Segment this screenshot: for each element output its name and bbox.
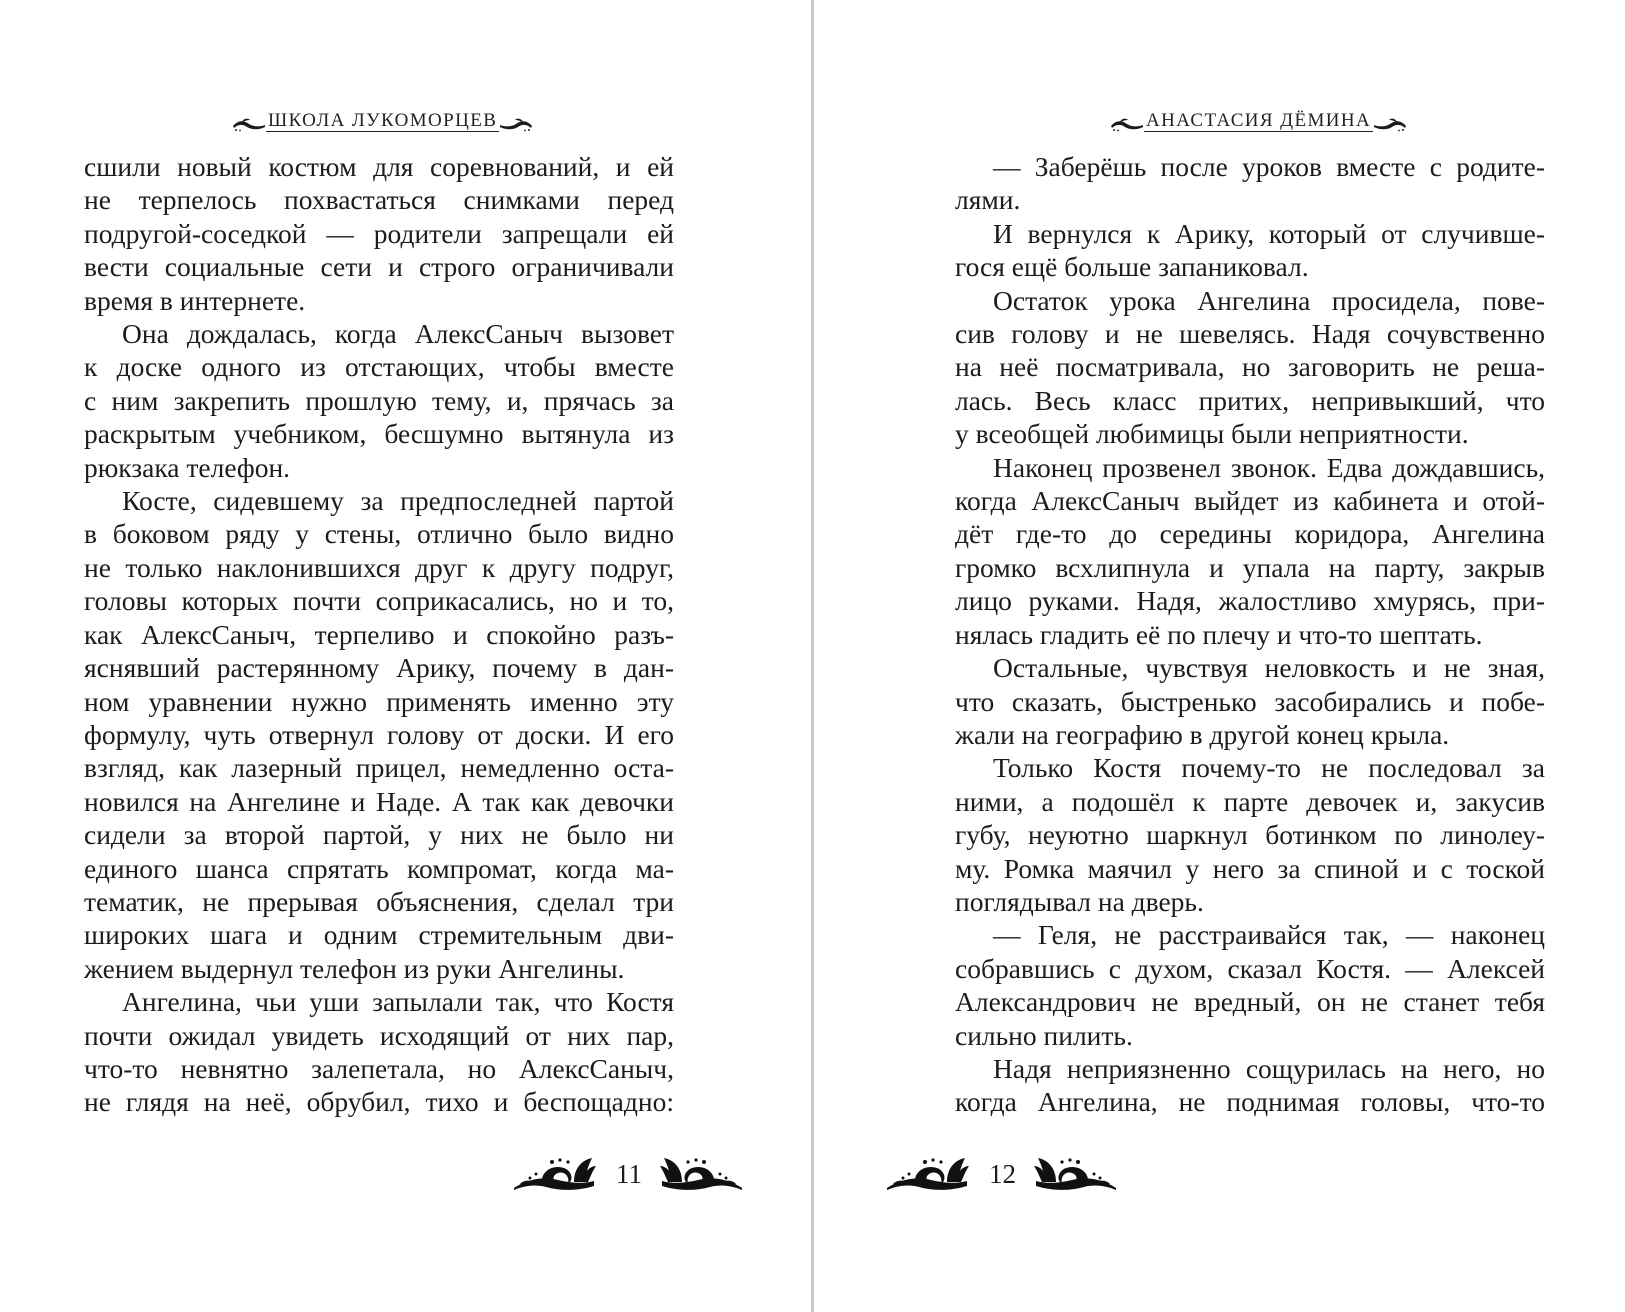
text-line: что-то невнятно залепетала, но АлексСаныч, [84,1052,674,1084]
text-line: — Геля, не расстраивайся так, — наконец [993,919,1545,951]
text-line: раскрытым учебником, бесшумно вытянула из [84,418,674,450]
text-line: не терпелось похвастаться снимками перед [84,184,674,216]
text-line: ними, а подошёл к парте девочек и, закусив [955,785,1545,817]
text-line: широких шага и одним стремительным дви- [84,919,674,951]
text-line: Только Костя почему-то не последовал за [993,752,1545,784]
text-line: в боковом ряду у стены, отлично было видно [84,518,674,550]
text-line: почти ожидал увидеть исходящий от них пар, [84,1019,674,1051]
text-line: сильно пилить. [955,1019,1133,1051]
text-line: на неё посматривала, но заговорить не реша- [955,351,1545,383]
text-line: когда Ангелина, не поднимая головы, что-то [955,1086,1545,1118]
text-line: что сказать, быстренько засобирались и побе- [955,685,1545,717]
text-line: новился на Ангелине и Наде. А так как девочки [84,785,674,817]
page-number: 12 [989,1159,1016,1189]
text-line: собравшись с духом, сказал Костя. — Алексей [955,952,1545,984]
text-line: губу, неуютно шаркнул ботинком по линолеу- [955,819,1545,851]
page-right [814,0,1625,1312]
text-line: ном уравнении нужно применять именно эту [84,685,674,717]
khokhloma-floral-icon [1034,1154,1118,1194]
text-line: подругой-соседкой — родители запрещали ей [84,217,674,249]
page-left [0,0,811,1312]
text-line: Ангелина, чьи уши запылали так, что Костя [122,986,674,1018]
text-line: взгляд, как лазерный прицел, немедленно оста- [84,752,674,784]
text-line: Остальные, чувствуя неловкость и не зная, [993,652,1545,684]
text-line: жением выдернул телефон из руки Ангелины. [84,952,625,984]
text-line: му. Ромка маячил у него за спиной и с тоской [955,852,1545,884]
khokhloma-floral-icon [660,1154,744,1194]
text-line: яснявший растерянному Арику, почему в дан- [84,652,674,684]
text-line: сидели за второй партой, у них не было ни [84,819,674,851]
text-line: нялась гладить её по плечу и что-то шептать. [955,618,1483,650]
leaf-flourish-icon [1373,116,1407,132]
leaf-flourish-icon [1110,116,1144,132]
text-line: Наконец прозвенел звонок. Едва дождавшись, [993,451,1545,483]
text-line: тематик, не прерывая объяснения, сделал три [84,885,674,917]
text-line: — Заберёшь после уроков вместе с родите- [993,151,1545,182]
folio-right [885,1152,1118,1196]
text-line: не только наклонившихся друг к другу подруг, [84,551,674,583]
text-line: рюкзака телефон. [84,451,291,483]
text-line: Александрович не вредный, он не станет тебя [955,986,1545,1018]
body-text-left [84,150,674,1119]
text-line: сив голову и не шевелясь. Надя сочувственно [955,318,1545,350]
text-line: лась. Весь класс притих, непривыкший, что [955,384,1545,416]
text-line: Косте, сидевшему за предпоследней партой [122,485,674,517]
text-line: Надя неприязненно сощурилась на него, но [993,1052,1545,1084]
text-line: не глядя на неё, обрубил, тихо и беспощадно: [84,1086,674,1118]
text-line: гося ещё больше запаниковал. [955,251,1309,283]
text-line: формулу, чуть отвернул голову от доски. И его [84,718,674,750]
running-head-left [232,108,533,134]
running-head-title: ШКОЛА ЛУКОМОРЦЕВ [268,109,498,131]
text-line: дёт где-то до середины коридора, Ангелина [955,518,1545,550]
folio-left [512,1152,744,1196]
khokhloma-floral-icon [885,1154,969,1194]
text-line: Остаток урока Ангелина просидела, пове- [993,284,1545,316]
text-line: как АлексСаныч, терпеливо и спокойно разъ- [84,618,674,650]
leaf-flourish-icon [232,116,266,132]
leaf-flourish-icon [499,116,533,132]
text-line: сшили новый костюм для соревнований, и ей [84,151,674,182]
body-text-right [955,150,1545,1119]
text-line: с ним закрепить прошлую тему, и, прячась за [84,384,674,416]
text-line: Она дождалась, когда АлексСаныч вызовет [122,318,674,350]
text-line: И вернулся к Арику, который от случивше- [993,217,1545,249]
running-head-right [1110,108,1407,134]
text-line: жали на географию в другой конец крыла. [955,718,1450,750]
text-line: время в интернете. [84,284,306,316]
text-line: к доске одного из отстающих, чтобы вместе [84,351,674,383]
text-line: единого шанса спрятать компромат, когда ма- [84,852,674,884]
text-line: вести социальные сети и строго ограничивали [84,251,674,283]
text-line: у всеобщей любимицы были неприятности. [955,418,1469,450]
text-line: громко всхлипнула и упала на парту, закрыв [955,551,1545,583]
text-line: поглядывал на дверь. [955,885,1204,917]
text-line: головы которых почти соприкасались, но и то, [84,585,674,617]
text-line: лицо руками. Надя, жалостливо хмурясь, при- [955,585,1545,617]
page-number: 11 [616,1159,642,1189]
text-line: лями. [955,184,1021,216]
text-line: когда АлексСаныч выйдет из кабинета и отой- [955,485,1545,517]
running-head-author: АНАСТАСИЯ ДЁМИНА [1146,109,1372,131]
khokhloma-floral-icon [512,1154,596,1194]
